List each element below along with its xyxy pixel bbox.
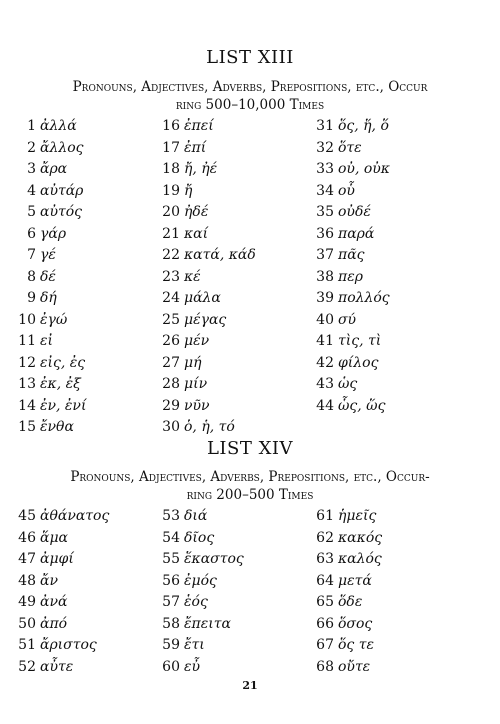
greek-word: ἅμα [40, 529, 69, 546]
greek-word: κέ [184, 268, 201, 285]
list-item [152, 204, 208, 220]
list-item [8, 333, 53, 349]
item-number: 43 [316, 376, 334, 392]
list-item [152, 376, 207, 392]
item-number: 19 [162, 182, 180, 199]
greek-word: ἐπί [184, 139, 207, 156]
item-number: 56 [162, 572, 180, 589]
item-number: 57 [162, 594, 180, 610]
item-number: 42 [316, 354, 334, 371]
greek-word: οὔτε [338, 658, 371, 675]
greek-word: ὅς τε [338, 637, 374, 653]
list-item [8, 530, 68, 546]
greek-word: εἰς, ἐς [40, 354, 86, 371]
item-number: 32 [316, 139, 334, 156]
item-number: 13 [18, 376, 36, 392]
list-title: LIST XIII [206, 47, 294, 68]
greek-word: ἡμεῖς [338, 508, 377, 524]
greek-word: ἀλλά [40, 118, 77, 134]
item-number: 55 [162, 551, 180, 567]
greek-word: ὅς, ἥ, ὅ [338, 118, 389, 134]
list-item [152, 161, 217, 177]
greek-word: ἕκαστος [184, 551, 244, 567]
greek-word: οὐδέ [338, 204, 371, 220]
item-number: 58 [162, 615, 180, 632]
list-item [152, 573, 217, 589]
greek-word: μή [184, 354, 202, 371]
list-item [306, 290, 390, 306]
greek-word: πᾶς [338, 247, 365, 263]
list-item [8, 183, 83, 199]
item-number: 33 [316, 161, 334, 177]
item-number: 28 [162, 376, 180, 392]
item-number: 38 [316, 268, 334, 285]
greek-word: ἔνθα [40, 419, 74, 435]
list-item [306, 573, 372, 589]
list-item [306, 616, 372, 632]
list-item [8, 204, 82, 220]
item-number: 29 [162, 397, 180, 414]
list-title: LIST XIV [206, 438, 294, 459]
greek-word: ὁ, ἡ, τό [184, 419, 235, 435]
list-item [306, 247, 365, 263]
list-item [8, 355, 85, 371]
greek-word: ἐν, ἐνί [40, 397, 87, 414]
item-number: 15 [18, 419, 36, 435]
list-item [152, 247, 256, 263]
greek-word: κατά, κάδ [184, 247, 256, 263]
item-number: 44 [316, 397, 334, 414]
greek-word: τὶς, τὶ [338, 333, 382, 349]
greek-word: γέ [40, 247, 56, 263]
item-number: 1 [27, 118, 36, 134]
greek-word: ἀπό [40, 615, 68, 632]
list-item [8, 551, 74, 567]
list-item [306, 333, 381, 349]
greek-word: ἤ [184, 182, 193, 199]
item-number: 20 [162, 204, 180, 220]
list-item [8, 594, 67, 610]
item-number: 51 [18, 637, 36, 653]
item-number: 64 [316, 572, 334, 589]
list-item [306, 140, 362, 156]
item-number: 52 [18, 658, 36, 675]
greek-word: μάλα [184, 290, 221, 306]
greek-word: δῖος [184, 529, 215, 546]
greek-word: ἐμός [184, 572, 217, 589]
heading-line: ring 200–500 Times [186, 487, 314, 503]
list-item [152, 140, 206, 156]
greek-word: μέν [184, 333, 210, 349]
item-number: 24 [162, 290, 180, 306]
greek-word: κακός [338, 529, 383, 546]
page-number: 21 [242, 679, 258, 692]
item-number: 22 [162, 247, 180, 263]
heading-line: Pronouns, Adjectives, Adverbs, Prepositions, etc., Occur- [70, 469, 430, 485]
list-item [306, 637, 374, 653]
item-number: 8 [27, 268, 36, 285]
list-item [152, 398, 210, 414]
list-item [152, 508, 207, 524]
greek-word: περ [338, 268, 363, 285]
greek-word: ὡς [338, 376, 358, 392]
list-item [306, 508, 376, 524]
item-number: 54 [162, 529, 180, 546]
list-item [306, 161, 390, 177]
greek-word: ἐπεί [184, 118, 214, 134]
list-item [8, 247, 56, 263]
list-item [152, 118, 214, 134]
list-item [8, 140, 83, 156]
greek-word: ὅσος [338, 615, 373, 632]
item-number: 66 [316, 615, 334, 632]
greek-word: ἄρα [40, 161, 68, 177]
greek-word: ἀμφί [40, 551, 74, 567]
list-item [152, 333, 209, 349]
greek-word: ἄλλος [40, 139, 84, 156]
item-number: 37 [316, 247, 334, 263]
item-number: 39 [316, 290, 334, 306]
item-number: 68 [316, 658, 334, 675]
list-item [152, 551, 244, 567]
list-item [306, 269, 363, 285]
item-number: 35 [316, 204, 334, 220]
item-number: 11 [18, 333, 36, 349]
list-item [152, 226, 208, 242]
item-number: 30 [162, 419, 180, 435]
list-item [8, 269, 56, 285]
list-item [152, 637, 205, 653]
item-number: 34 [316, 182, 334, 199]
list-item [152, 355, 202, 371]
list-item [152, 616, 231, 632]
greek-word: ἄν [40, 572, 58, 589]
list-item [8, 118, 77, 134]
list-item [8, 398, 86, 414]
greek-word: ὅδε [338, 594, 363, 610]
list-heading [30, 78, 470, 114]
greek-word: αὐτάρ [40, 182, 84, 199]
item-number: 59 [162, 637, 180, 653]
item-number: 16 [162, 118, 180, 134]
list-item [8, 419, 74, 435]
heading-line: ring 500–10,000 Times [175, 97, 325, 113]
item-number: 17 [162, 139, 180, 156]
greek-word: καλός [338, 551, 382, 567]
item-number: 31 [316, 118, 334, 134]
item-number: 49 [18, 594, 36, 610]
list-item [306, 118, 389, 134]
list-item [8, 226, 66, 242]
greek-word: δή [40, 290, 57, 306]
list-item [152, 290, 221, 306]
greek-word: μέγας [184, 311, 227, 328]
list-item [8, 508, 109, 524]
list-item [8, 637, 97, 653]
greek-word: ἐκ, ἐξ [40, 376, 81, 392]
item-number: 23 [162, 268, 180, 285]
list-item [306, 551, 382, 567]
greek-word: διά [184, 508, 208, 524]
heading-line: Pronouns, Adjectives, Adverbs, Prepositions, etc., Occur [72, 79, 428, 95]
item-number: 12 [18, 354, 36, 371]
greek-word: οὗ [338, 182, 355, 199]
item-number: 18 [162, 161, 180, 177]
list-item [306, 355, 378, 371]
greek-word: αὖτε [40, 658, 74, 675]
item-number: 10 [18, 311, 36, 328]
item-number: 7 [27, 247, 36, 263]
list-item [152, 312, 226, 328]
greek-word: ἄριστος [40, 637, 97, 653]
greek-word: μίν [184, 376, 208, 392]
greek-word: γάρ [40, 225, 67, 242]
list-item [306, 376, 357, 392]
item-number: 26 [162, 333, 180, 349]
list-item [8, 161, 67, 177]
greek-word: εὖ [184, 658, 201, 675]
greek-word: ὅτε [338, 139, 362, 156]
item-number: 40 [316, 311, 334, 328]
item-number: 41 [316, 333, 334, 349]
list-item [152, 269, 201, 285]
item-number: 61 [316, 508, 334, 524]
item-number: 6 [27, 225, 36, 242]
item-number: 46 [18, 529, 36, 546]
greek-word: οὐ, οὐκ [338, 161, 390, 177]
list-item [8, 290, 57, 306]
greek-word: ἑός [184, 594, 208, 610]
item-number: 5 [27, 204, 36, 220]
greek-word: ἔτι [184, 637, 205, 653]
list-item [152, 594, 208, 610]
list-item [306, 398, 385, 414]
list-item [8, 312, 67, 328]
list-item [306, 659, 370, 675]
item-number: 63 [316, 551, 334, 567]
greek-word: ἀνά [40, 594, 68, 610]
list-item [8, 573, 58, 589]
greek-word: ὧς, ὥς [338, 397, 386, 414]
list-item [8, 376, 81, 392]
greek-word: καί [184, 225, 209, 242]
item-number: 9 [27, 290, 36, 306]
item-number: 60 [162, 658, 180, 675]
item-number: 27 [162, 354, 180, 371]
list-item [306, 226, 374, 242]
list-item [306, 530, 382, 546]
greek-word: φίλος [338, 354, 379, 371]
list-item [306, 594, 362, 610]
greek-word: δέ [40, 268, 56, 285]
item-number: 53 [162, 508, 180, 524]
item-number: 3 [27, 161, 36, 177]
greek-word: σύ [338, 311, 357, 328]
item-number: 62 [316, 529, 334, 546]
greek-word: ἀθάνατος [40, 508, 110, 524]
greek-word: παρά [338, 225, 375, 242]
item-number: 50 [18, 615, 36, 632]
item-number: 25 [162, 311, 180, 328]
list-item [152, 659, 200, 675]
list-item [306, 312, 356, 328]
greek-word: ἔπειτα [184, 615, 231, 632]
greek-word: ἤ, ἠέ [184, 161, 218, 177]
item-number: 45 [18, 508, 36, 524]
list-item [152, 183, 192, 199]
item-number: 48 [18, 572, 36, 589]
greek-word: νῦν [184, 397, 210, 414]
list-item [8, 616, 67, 632]
item-number: 4 [27, 182, 36, 199]
item-number: 65 [316, 594, 334, 610]
item-number: 21 [162, 225, 180, 242]
list-item [152, 419, 235, 435]
item-number: 36 [316, 225, 334, 242]
greek-word: μετά [338, 572, 372, 589]
greek-word: ἐγώ [40, 311, 68, 328]
greek-word: πολλός [338, 290, 390, 306]
item-number: 2 [27, 139, 36, 156]
list-item [306, 183, 355, 199]
list-item [306, 204, 371, 220]
item-number: 67 [316, 637, 334, 653]
list-heading [30, 468, 470, 504]
list-item [8, 659, 73, 675]
list-item [152, 530, 214, 546]
item-number: 47 [18, 551, 36, 567]
greek-word: αὐτός [40, 204, 82, 220]
greek-word: εἰ [40, 333, 54, 349]
greek-word: ἠδέ [184, 204, 209, 220]
item-number: 14 [18, 397, 36, 414]
